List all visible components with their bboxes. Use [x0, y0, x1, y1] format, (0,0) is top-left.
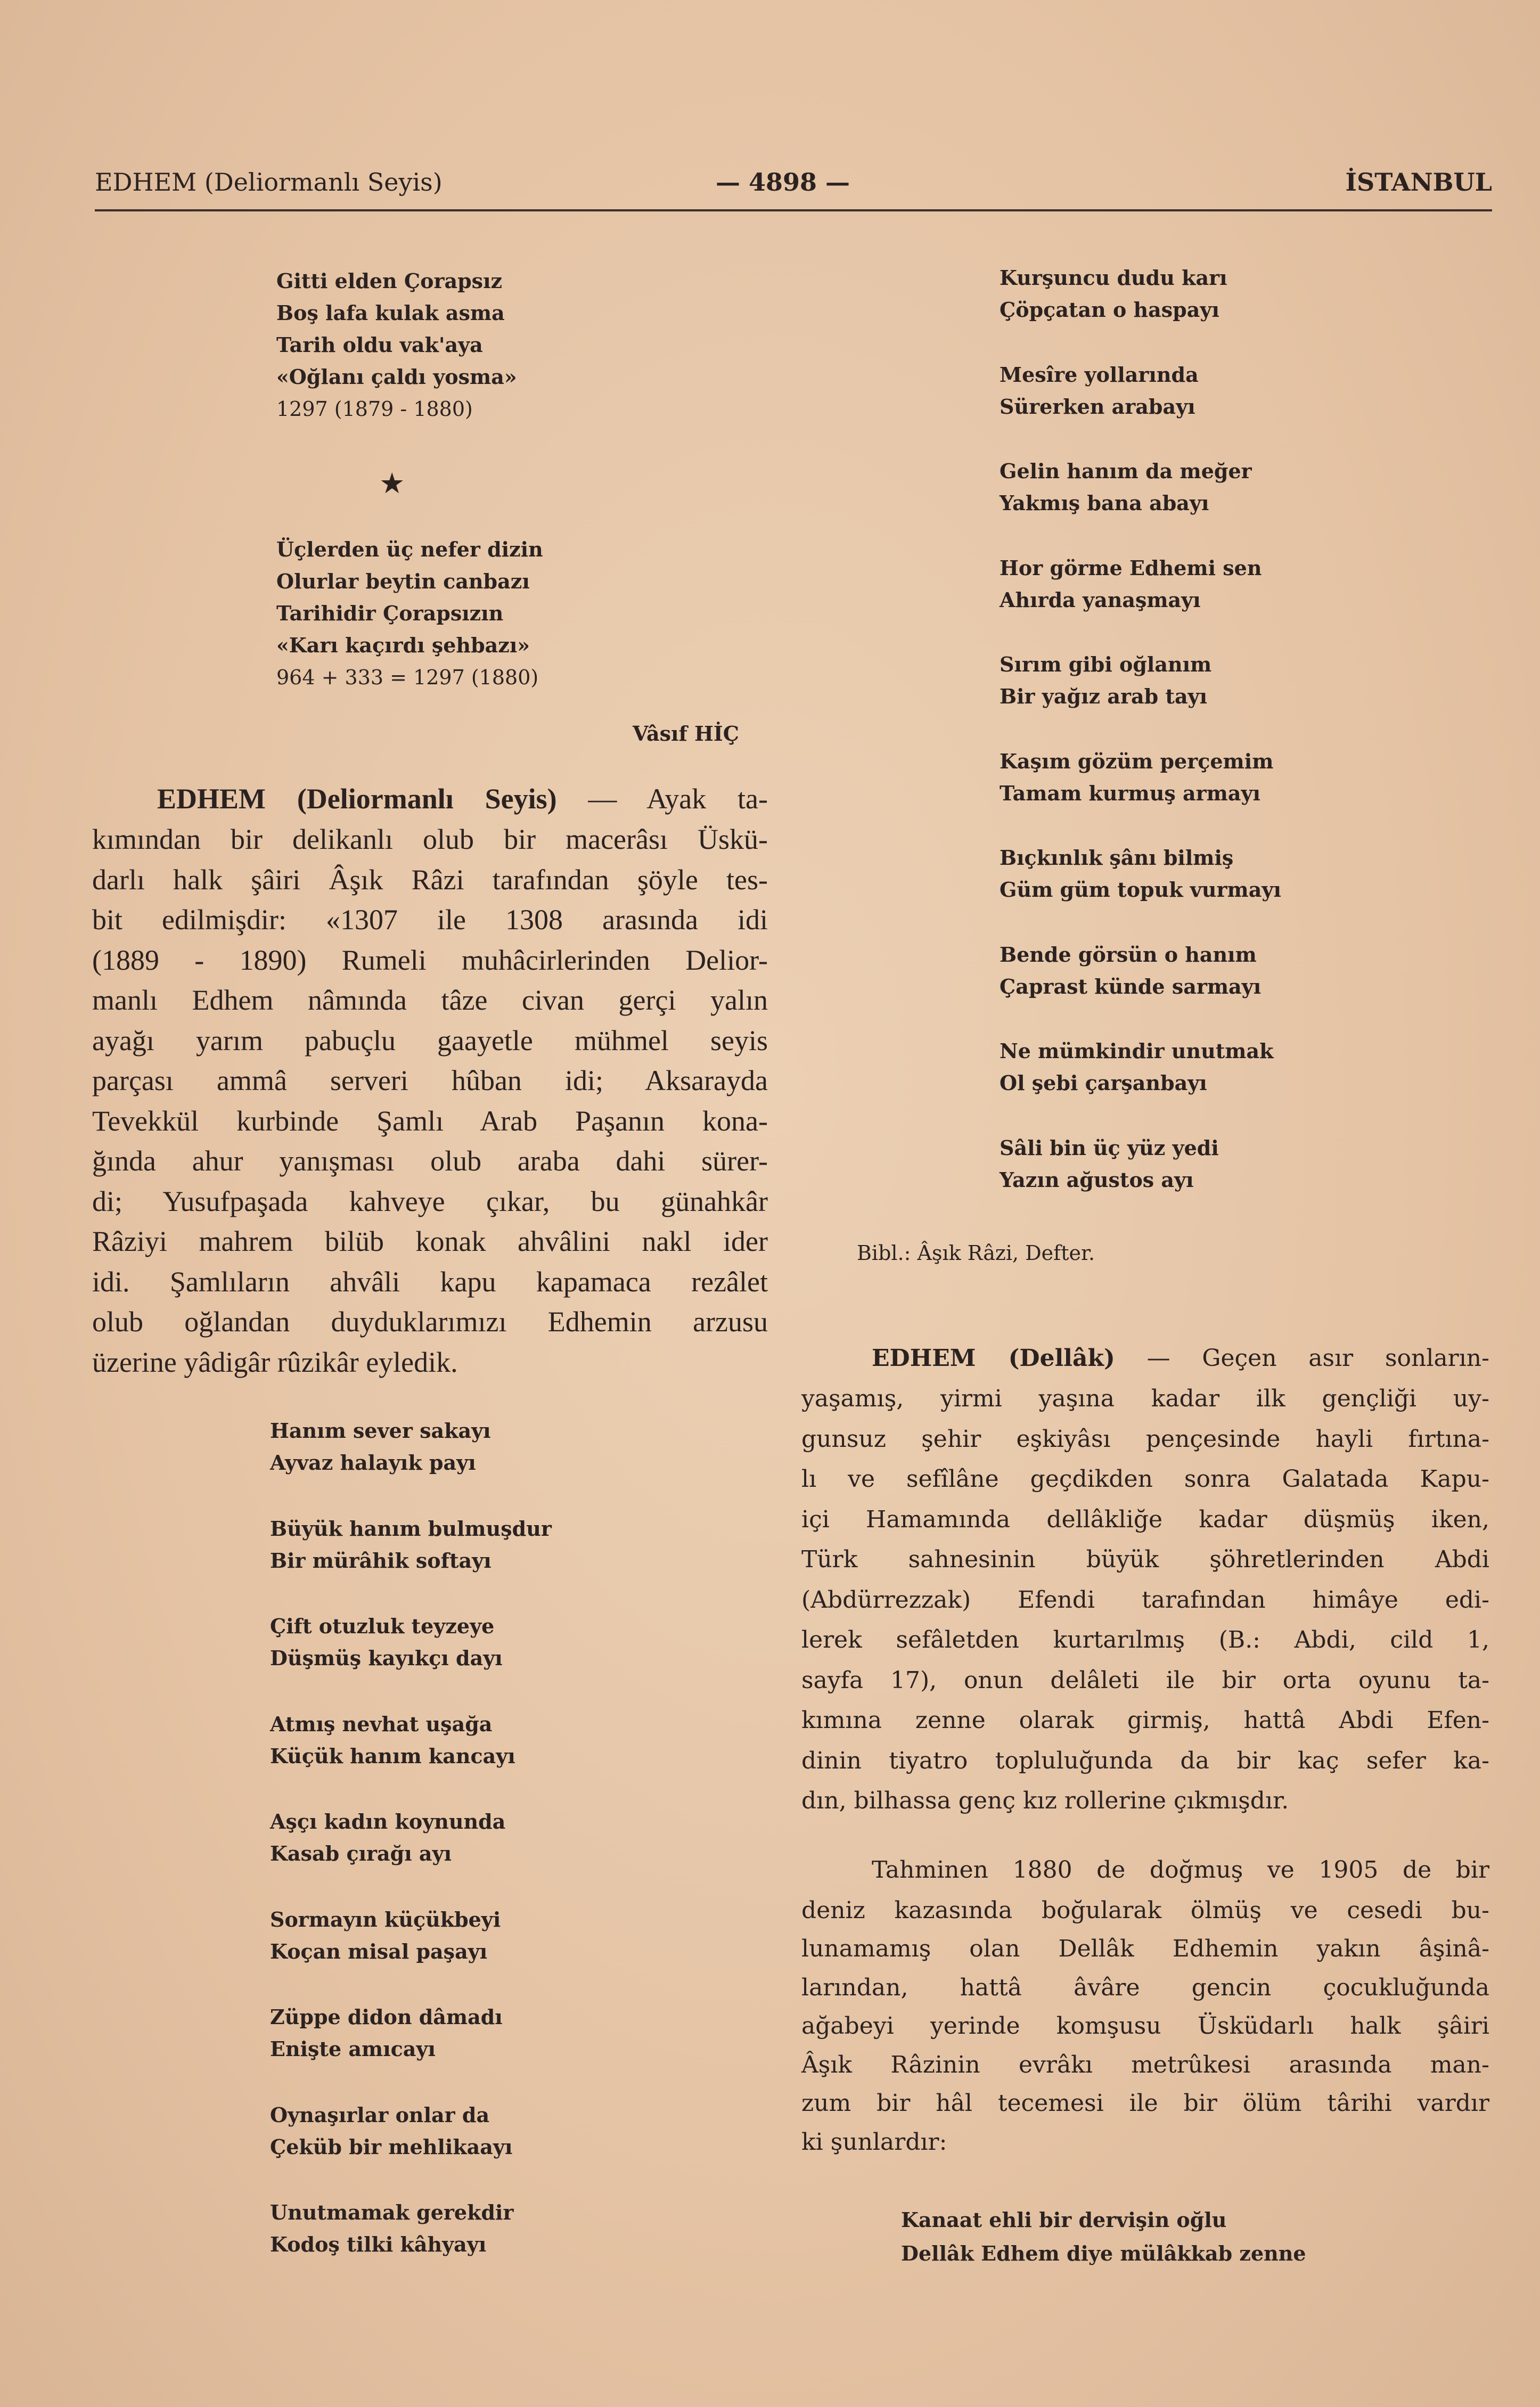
article-heading: EDHEM (Deliormanlı Seyis) — [157, 783, 557, 815]
couplet-line: Çift otuzluk teyzeye — [270, 1614, 495, 1638]
body-line: manlı Edhem nâmında tâze civan gerçi yalın — [92, 984, 768, 1016]
couplet-line: Çöpçatan o haspayı — [1000, 298, 1219, 322]
couplet-line: Aşçı kadın koynunda — [270, 1810, 506, 1833]
couplet-line: Enişte amıcayı — [270, 2037, 436, 2061]
couplet-line: Bir mürâhik softayı — [270, 1548, 492, 1573]
body-line: gunsuz şehir eşkiyâsı pençesinde hayli fırtına- — [801, 1425, 1489, 1453]
article-text: — Geçen asır sonların- — [1115, 1345, 1489, 1372]
couplet-line: Züppe didon dâmadı — [270, 2005, 503, 2029]
body-line: sayfa 17), onun delâleti ile bir orta oyunu ta- — [801, 1666, 1489, 1694]
article-heading: EDHEM (Dellâk) — [872, 1345, 1115, 1372]
body-line: parçası ammâ serveri hûban idi; Aksarayda — [92, 1065, 768, 1096]
poem-line: Gitti elden Çorapsız — [276, 269, 503, 293]
couplet-line: Sâli bin üç yüz yedi — [1000, 1135, 1219, 1160]
body-line: (Abdürrezzak) Efendi tarafından himâye edi- — [801, 1586, 1489, 1614]
couplet-line: Çeküb bir mehlikaayı — [270, 2134, 513, 2159]
body-line: ğında ahur yanışması olub araba dahi sürer- — [92, 1145, 768, 1177]
poem-line: Boş lafa kulak asma — [276, 301, 505, 325]
body-line: lunamamış olan Dellâk Edhemin yakın âşinâ- — [801, 1935, 1489, 1962]
couplet-line: Mesîre yollarında — [1000, 362, 1199, 387]
couplet-line: Bir yağız arab tayı — [1000, 684, 1208, 708]
body-line: lerek sefâletden kurtarılmış (B.: Abdi, cild 1, — [801, 1626, 1489, 1653]
couplet-line: Kurşuncu dudu karı — [1000, 266, 1227, 290]
poem-line: Üçlerden üç nefer dizin — [276, 537, 543, 561]
body-line: larından, hattâ âvâre gencin çocukluğunda — [801, 1974, 1489, 2001]
body-line: Âşık Râzinin evrâkı metrûkesi arasında man- — [801, 2051, 1489, 2078]
couplet-line: Hanım sever sakayı — [270, 1419, 491, 1443]
body-line: içi Hamamında dellâkliğe kadar düşmüş iken, — [801, 1505, 1489, 1533]
poem-line: Tarih oldu vak'aya — [276, 333, 483, 357]
poem-line: Olurlar beytin canbazı — [276, 569, 530, 593]
star-ornament: ★ — [379, 468, 405, 500]
page-number: — 4898 — — [715, 168, 850, 197]
body-line: kımından bir delikanlı olub bir macerâsı Üskü- — [92, 823, 768, 855]
body-line: Râziyi mahrem bilüb konak ahvâlini nakl ider — [92, 1225, 768, 1257]
article-text: — Ayak ta- — [556, 783, 768, 815]
body-line: Tahminen 1880 de doğmuş ve 1905 de bir — [872, 1856, 1489, 1884]
couplet-line: Sürerken arabayı — [1000, 394, 1195, 419]
body-line: üzerine yâdigâr rûzikâr eyledik. — [92, 1346, 458, 1378]
poem-line: 964 + 333 = 1297 (1880) — [276, 666, 539, 689]
body-line: zum bir hâl tecemesi ile bir ölüm târihi vardır — [801, 2090, 1489, 2117]
couplet-line: Yakmış bana abayı — [1000, 491, 1209, 515]
couplet-line: Atmış nevhat uşağa — [270, 1712, 493, 1736]
body-line: ki şunlardır: — [801, 2128, 947, 2156]
couplet-line: Tamam kurmuş armayı — [1000, 781, 1260, 805]
couplet-line: Kanaat ehli bir dervişin oğlu — [901, 2208, 1227, 2232]
couplet-line: Ahırda yanaşmayı — [1000, 587, 1201, 612]
body-line: deniz kazasında boğularak ölmüş ve cesedi bu- — [801, 1896, 1489, 1924]
article-first-line — [872, 1338, 1489, 1379]
body-line: dinin tiyatro topluluğunda da bir kaç sefer ka- — [801, 1747, 1489, 1774]
body-line: bit edilmişdir: «1307 ile 1308 arasında idi — [92, 904, 768, 936]
body-line: yaşamış, yirmi yaşına kadar ilk gençliği uy- — [801, 1385, 1489, 1412]
body-line: Türk sahnesinin büyük şöhretlerinden Abdi — [801, 1546, 1489, 1573]
poem-line: Tarihidir Çorapsızın — [276, 601, 504, 625]
couplet-line: Çaprast künde sarmayı — [1000, 974, 1262, 998]
couplet-line: Bende görsün o hanım — [1000, 942, 1257, 967]
couplet-line: Oynaşırlar onlar da — [270, 2102, 490, 2127]
body-line: Tevekkül kurbinde Şamlı Arab Paşanın kona- — [92, 1104, 768, 1137]
couplet-line: Sormayın küçükbeyi — [270, 1907, 501, 1931]
body-line: olub oğlandan duyduklarımızı Edhemin arzusu — [92, 1306, 768, 1338]
article-first-line — [157, 779, 768, 819]
couplet-line: Düşmüş kayıkçı dayı — [270, 1646, 503, 1670]
signature: Vâsıf HİÇ — [633, 722, 739, 746]
couplet-line: Kasab çırağı ayı — [270, 1841, 452, 1865]
couplet-line: Koçan misal paşayı — [270, 1939, 488, 1963]
body-line: (1889 - 1890) Rumeli muhâcirlerinden Delior- — [92, 944, 768, 976]
couplet-line: Bıçkınlık şânı bilmiş — [1000, 846, 1234, 870]
couplet-line: Dellâk Edhem diye mülâkkab zenne — [901, 2241, 1306, 2265]
body-line: lı ve sefîlâne geçdikden sonra Galatada Kapu- — [801, 1466, 1489, 1493]
body-line: ayağı yarım pabuçlu gaayetle mühmel seyis — [92, 1024, 768, 1057]
couplet-line: Kaşım gözüm perçemim — [1000, 749, 1274, 773]
body-line: kımına zenne olarak girmiş, hattâ Abdi Efen- — [801, 1707, 1489, 1734]
couplet-line: Ol şebi çarşanbayı — [1000, 1071, 1207, 1095]
couplet-line: Ayvaz halayık payı — [270, 1451, 476, 1475]
poem-line: 1297 (1879 - 1880) — [276, 397, 473, 421]
bibliography: Bibl.: Âşık Râzi, Defter. — [857, 1241, 1095, 1265]
couplet-line: Güm güm topuk vurmayı — [1000, 878, 1281, 902]
couplet-line: Büyük hanım bulmuşdur — [270, 1516, 552, 1541]
couplet-line: Sırım gibi oğlanım — [1000, 652, 1212, 676]
running-head-section: İSTANBUL — [1345, 168, 1492, 197]
body-line: ağabeyi yerinde komşusu Üsküdarlı halk şâiri — [801, 2012, 1489, 2040]
running-head-title: EDHEM (Deliormanlı Seyis) — [95, 168, 443, 197]
poem-line: «Karı kaçırdı şehbazı» — [276, 633, 530, 657]
poem-line: «Oğlanı çaldı yosma» — [276, 365, 517, 389]
body-line: dın, bilhassa genç kız rollerine çıkmışdır. — [801, 1787, 1289, 1814]
couplet-line: Kodoş tilki kâhyayı — [270, 2232, 487, 2256]
couplet-line: Ne mümkindir unutmak — [1000, 1039, 1274, 1063]
body-line: darlı halk şâiri Âşık Râzi tarafından şöyle tes- — [92, 863, 768, 896]
header-rule — [95, 209, 1492, 211]
couplet-line: Hor görme Edhemi sen — [1000, 555, 1262, 580]
couplet-line: Unutmamak gerekdir — [270, 2200, 514, 2224]
body-line: idi. Şamlıların ahvâli kapu kapamaca rezâlet — [92, 1265, 768, 1298]
couplet-line: Gelin hanım da meğer — [1000, 459, 1252, 483]
body-line: di; Yusufpaşada kahveye çıkar, bu günahkâr — [92, 1185, 768, 1217]
couplet-line: Küçük hanım kancayı — [270, 1743, 515, 1768]
couplet-line: Yazın ağustos ayı — [1000, 1167, 1194, 1192]
